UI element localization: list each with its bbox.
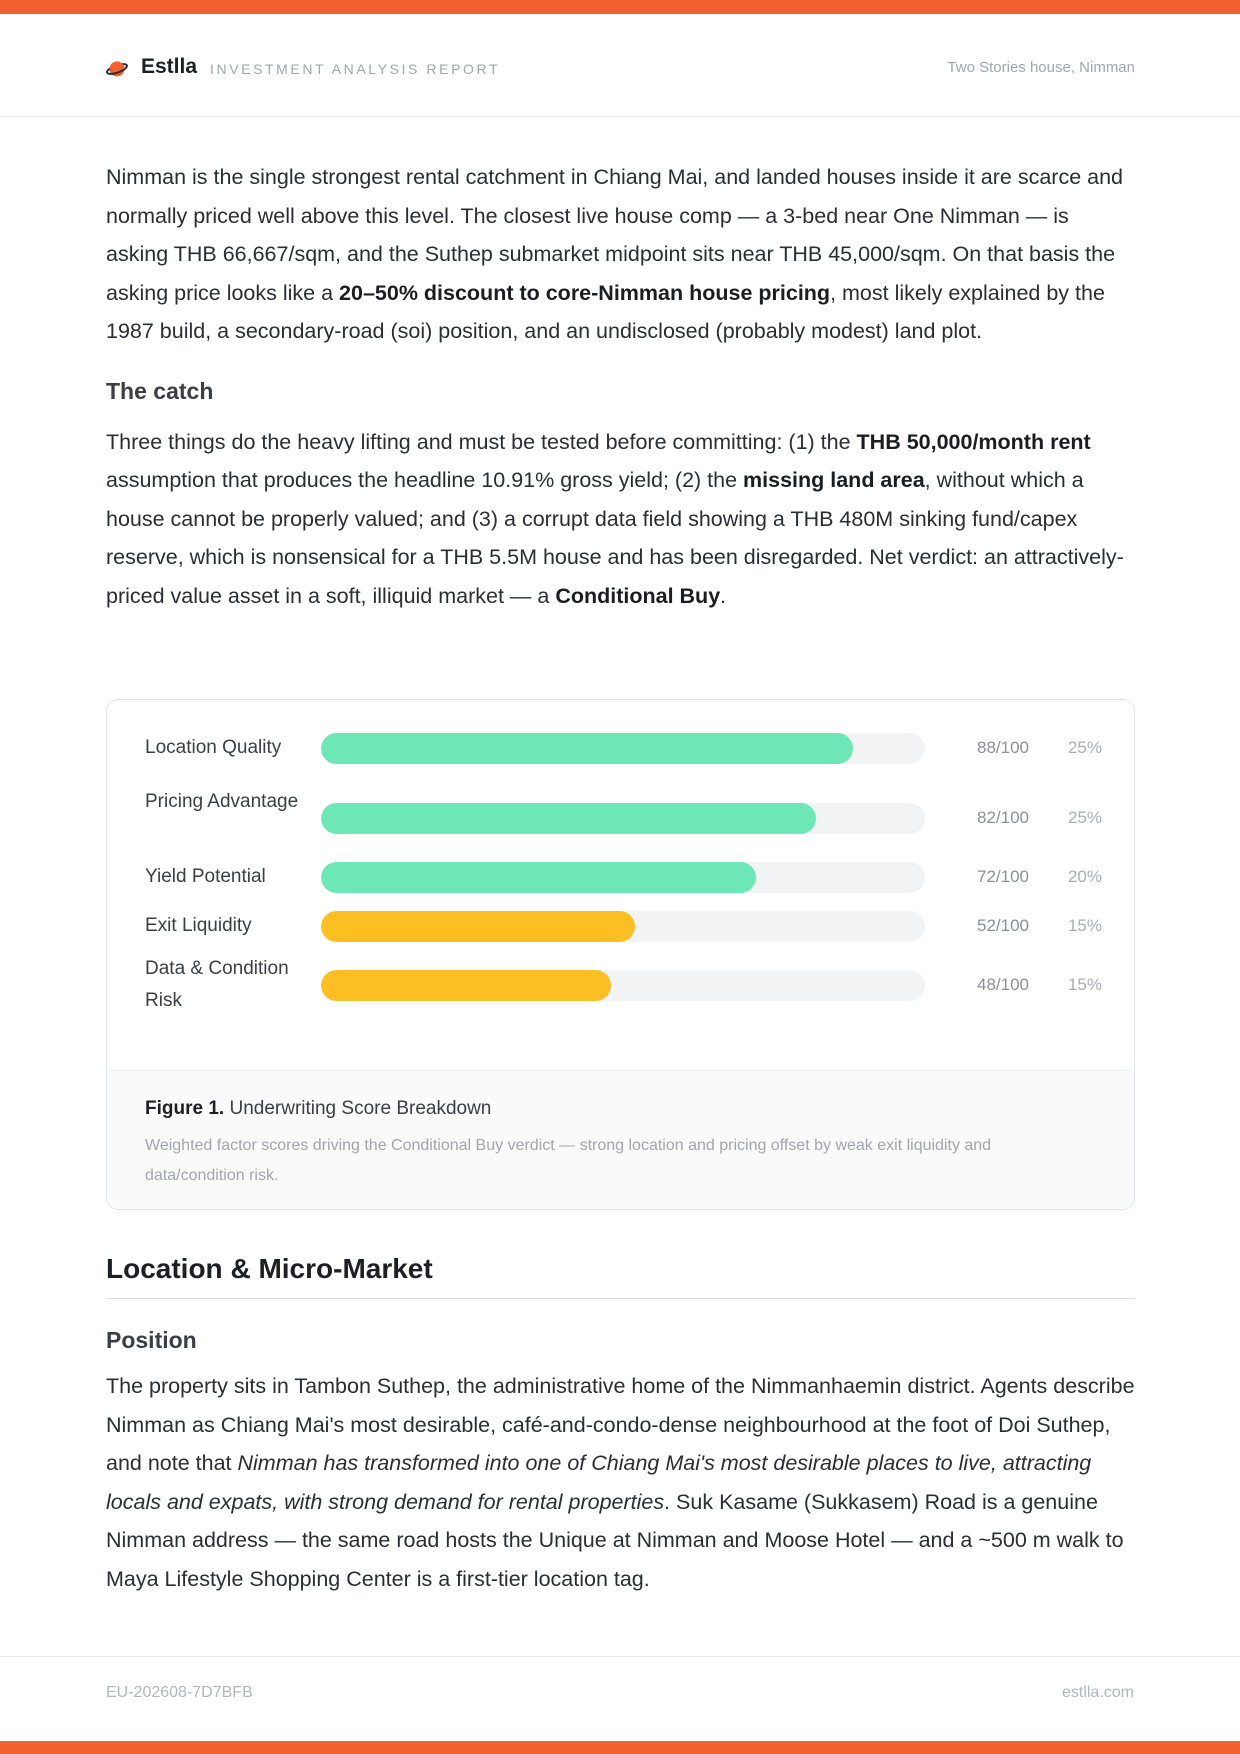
emphasis-rent: THB 50,000/month rent [856, 429, 1091, 454]
score-bar-track [321, 803, 925, 834]
top-accent-bar [0, 0, 1240, 14]
property-name: Two Stories house, Nimman [947, 59, 1135, 76]
report-type-label: INVESTMENT ANALYSIS REPORT [210, 61, 501, 77]
emphasis-land-area: missing land area [743, 468, 925, 492]
score-bar-track [321, 970, 925, 1001]
score-bar-track [321, 862, 925, 893]
page-footer [0, 1656, 1240, 1742]
agent-quote: Nimman has transformed into one of Chiang Mai's most desirable places to live, attracting locals and expats, with strong demand for rental properties [106, 1451, 1092, 1514]
score-bar [321, 970, 611, 1001]
score-bar-track [321, 733, 925, 764]
score-label: Location Quality [145, 737, 282, 758]
score-value: 88/100 [977, 738, 1029, 757]
intro-section [106, 158, 1135, 615]
catch-heading: The catch [106, 377, 214, 404]
score-value: 82/100 [977, 808, 1029, 827]
bottom-accent-bar [0, 1741, 1240, 1754]
score-value: 52/100 [977, 916, 1029, 935]
score-label: Pricing Advantage [145, 791, 299, 812]
emphasis-verdict: Conditional Buy [555, 583, 721, 608]
figure-caption [107, 1070, 1134, 1210]
weight-value: 25% [1067, 808, 1102, 827]
score-bar-track [321, 911, 925, 942]
location-section [106, 1327, 1135, 1598]
footer-site-link[interactable]: estlla.com [1061, 1684, 1134, 1701]
score-value: 72/100 [977, 867, 1029, 886]
weight-value: 15% [1067, 916, 1102, 935]
weight-value: 25% [1067, 738, 1102, 757]
score-bar [321, 862, 756, 893]
score-label: Yield Potential [145, 866, 266, 887]
figure-title: Figure 1. Underwriting Score Breakdown [145, 1098, 492, 1119]
emphasis-discount: 20–50% discount to core-Nimman house pricing [339, 280, 831, 305]
logo-icon [106, 58, 128, 80]
document-id: EU-202608-7D7BFB [106, 1684, 253, 1701]
score-bar [321, 733, 853, 764]
score-label: Data & Condition Risk [145, 958, 289, 1011]
figure-description: Weighted factor scores driving the Conditional Buy verdict — strong location and pricing offset by weak exit liquidity and data/condition risk. [145, 1137, 992, 1184]
weight-value: 15% [1067, 975, 1102, 994]
section-divider [106, 1298, 1135, 1299]
section-title-location: Location & Micro-Market [106, 1253, 433, 1284]
intro-paragraph: Nimman is the single strongest rental catchment in Chiang Mai, and landed houses inside it are scarce and normally priced well above this level. The closest live house comp — a 3-bed near One Nimman — is asking THB 66,667/sqm, and the Suthep submarket midpoint sits near THB 45,000/sqm. On that basis the asking price looks like a 20–50% discount to core-Nimman house pricing, most likely explained by the 1987 build, a secondary-road (soi) position, and an undisclosed (probably modest) land plot. [106, 165, 1124, 343]
page-header [0, 14, 1240, 117]
weight-value: 20% [1067, 867, 1102, 886]
position-paragraph: The property sits in Tambon Suthep, the administrative home of the Nimmanhaemin district. Agents describe Nimman as Chiang Mai's most desirable, café-and-condo-dense neighbourhood at the foot of Doi Suthep, and note that Nimman has transformed into one of Chiang Mai's most desirable places to live, attracting locals and expats, with strong demand for rental properties. Suk Kasame (Sukkasem) Road is a genuine Nimman address — the same road hosts the Unique at Nimman and Moose Hotel — and a ~500 m walk to Maya Lifestyle Shopping Center is a first-tier location tag. [106, 1374, 1135, 1591]
score-bar [321, 803, 816, 834]
score-breakdown-figure [106, 699, 1135, 1210]
score-bar [321, 911, 635, 942]
score-value: 48/100 [977, 975, 1029, 994]
brand-name: Estlla [141, 55, 198, 78]
position-heading: Position [106, 1327, 197, 1353]
score-label: Exit Liquidity [145, 915, 252, 936]
catch-paragraph: Three things do the heavy lifting and must be tested before committing: (1) the THB 50,000/month rent assumption that produces the headline 10.91% gross yield; (2) the missing land area, without which a house cannot be properly valued; and (3) a corrupt data field showing a THB 480M sinking fund/capex reserve, which is nonsensical for a THB 5.5M house and has been disregarded. Net verdict: an attractively-priced value asset in a soft, illiquid market — a Conditional Buy. [106, 429, 1124, 608]
